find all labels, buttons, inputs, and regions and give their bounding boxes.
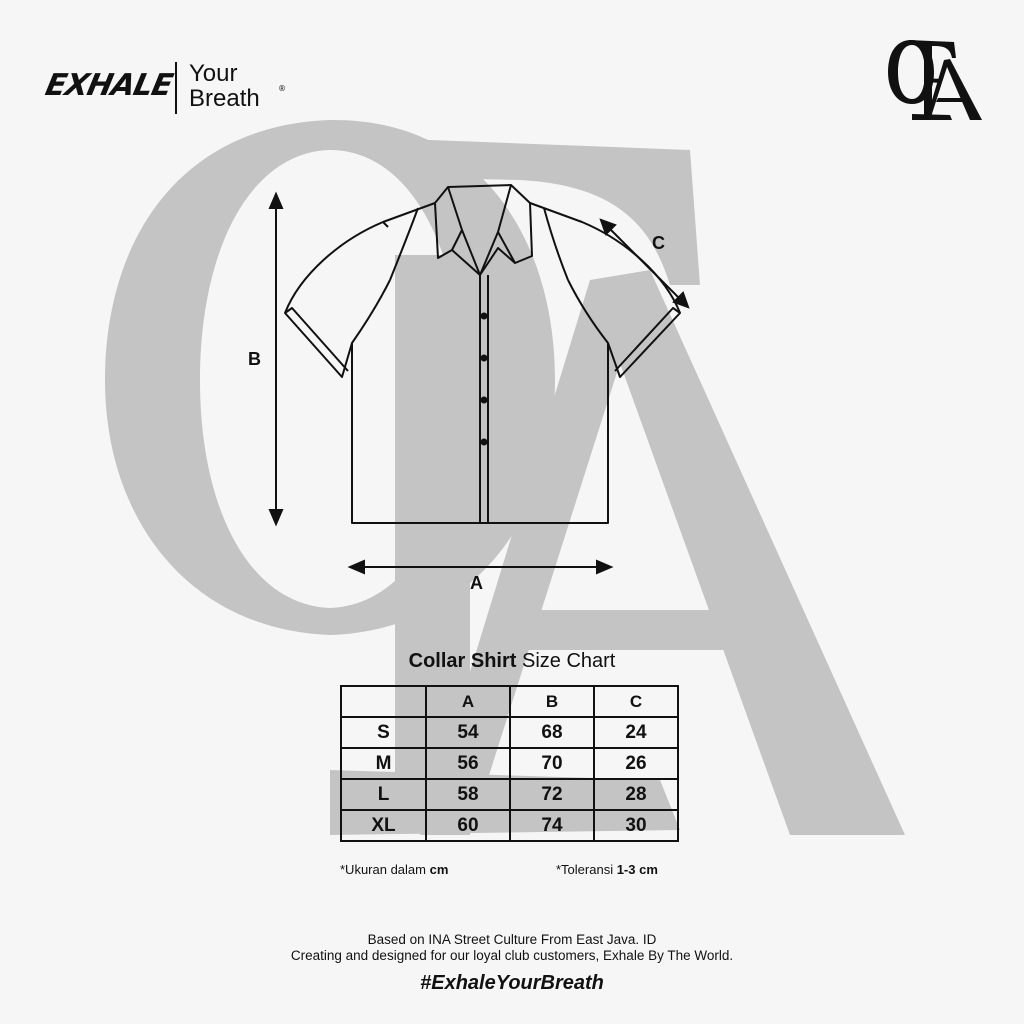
table-header-cell: A [426, 686, 510, 717]
table-header-cell: B [510, 686, 594, 717]
registered-mark: ® [278, 84, 286, 93]
size-chart-table [340, 685, 679, 842]
chart-title [0, 650, 1024, 673]
footer-description-text: Creating and designed for our loyal club customers, Exhale By The World. [290, 948, 734, 963]
size-label: L [341, 779, 426, 810]
dimension-label-a: A [470, 573, 483, 593]
unit-note [340, 862, 448, 877]
table-cell: 74 [510, 810, 594, 841]
hashtag: #ExhaleYourBreath [420, 972, 604, 994]
table-cell: 72 [510, 779, 594, 810]
table-row [341, 779, 678, 810]
table-row [341, 717, 678, 748]
tolerance-note [556, 862, 658, 877]
table-header-cell: C [594, 686, 678, 717]
table-cell: 24 [594, 717, 678, 748]
table-cell: 30 [594, 810, 678, 841]
table-cell: 58 [426, 779, 510, 810]
tolerance-note-value: 1-3 cm [616, 862, 658, 877]
table-header-cell [341, 686, 426, 717]
table-cell: 28 [594, 779, 678, 810]
size-label: M [341, 748, 426, 779]
footer-origin-text: Based on INA Street Culture From East Java. ID [367, 932, 657, 947]
size-label: XL [341, 810, 426, 841]
table-row [341, 748, 678, 779]
table-cell: 26 [594, 748, 678, 779]
brand-breath: Breath [189, 85, 260, 112]
table-cell: 70 [510, 748, 594, 779]
chart-title-bold: Collar Shirt [408, 650, 517, 672]
table-header-row [341, 686, 678, 717]
table-cell: 56 [426, 748, 510, 779]
table-cell: 68 [510, 717, 594, 748]
unit-note-value: cm [429, 862, 449, 877]
table-cell: 60 [426, 810, 510, 841]
exhale-wordmark: EXHALE [42, 68, 176, 103]
dimension-label-b: B [248, 349, 261, 369]
brand-your: Your [189, 60, 238, 87]
unit-note-prefix: *Ukuran dalam [340, 862, 430, 877]
chart-title-rest: Size Chart [516, 650, 616, 672]
table-cell: 54 [426, 717, 510, 748]
table-row [341, 810, 678, 841]
size-label: S [341, 717, 426, 748]
tolerance-note-prefix: *Toleransi [556, 862, 617, 877]
dimension-label-c: C [652, 233, 665, 253]
